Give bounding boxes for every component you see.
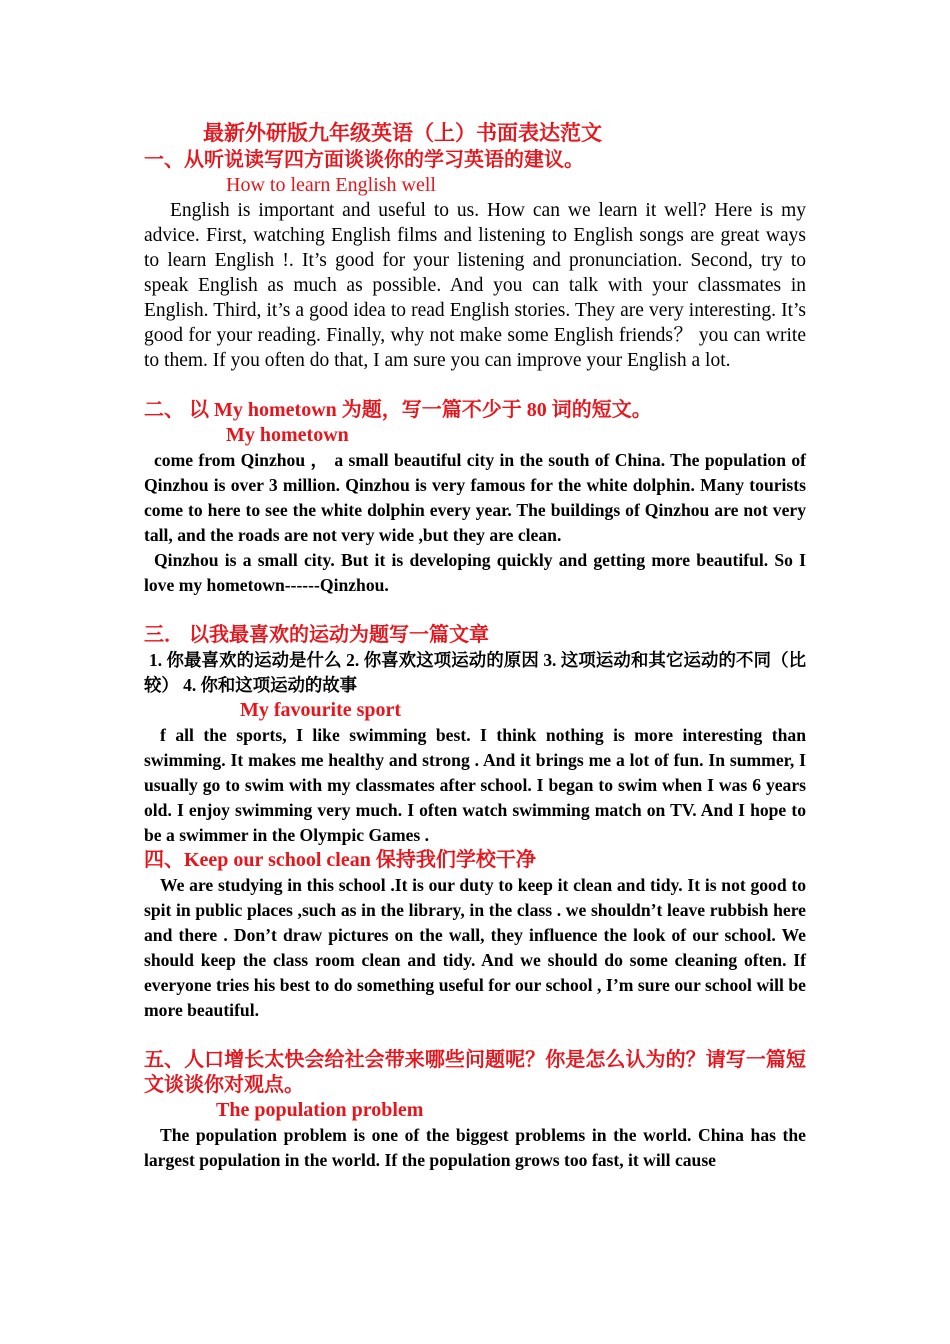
section-3-heading: 三． 以我最喜欢的运动为题写一篇文章 <box>144 624 489 646</box>
section-1-heading: 一、从听说读写四方面谈谈你的学习英语的建议。 <box>144 149 584 171</box>
section-5-body: The population problem is one of the biggest problems in the world. China has the largest population in the world. If the population grows too fast, it will cause <box>144 1125 806 1170</box>
document-page <box>144 118 806 1173</box>
section-2-body-paragraph-1: come from Qinzhou ， a small beautiful city in the south of China. The population of Qinzhou is over 3 million. Qinzhou is very famous for the white dolphin. Many tourists come to here to see the white dolphin every year. The buildings of Qinzhou are not very tall, and the roads are not very wide ,but they are clean. <box>144 450 806 545</box>
section-1-subtitle: How to learn English well <box>226 174 436 196</box>
section-4-body: We are studying in this school .It is our duty to keep it clean and tidy. It is not good to spit in public places ,such as in the library, in the class . we shouldn’t leave rubbish here and there . Don’t draw pictures on the wall, they influence the look of our school. We should keep the class room clean and tidy. And we should do some cleaning often. If everyone tries his best to do something useful for our school , I’m sure our school will be more beautiful. <box>144 875 806 1020</box>
section-5-subtitle: The population problem <box>216 1099 424 1121</box>
section-2-subtitle: My hometown <box>226 424 349 446</box>
document-title: 最新外研版九年级英语（上）书面表达范文 <box>203 121 602 145</box>
section-2-body-paragraph-2: Qinzhou is a small city. But it is developing quickly and getting more beautiful. So I love my hometown------Qinzhou. <box>144 550 806 595</box>
section-3-prompt: 1. 你最喜欢的运动是什么 2. 你喜欢这项运动的原因 3. 这项运动和其它运动的不同（比较） 4. 你和这项运动的故事 <box>144 650 806 695</box>
section-2-heading: 二、 以 My hometown 为题，写一篇不少于 80 词的短文。 <box>144 399 652 421</box>
section-1-body: English is important and useful to us. How can we learn it well? Here is my advice. First, watching English films and listening to English songs are great ways to learn English !. It’s good for your listening and pronunciation. Second, try to speak English as much as possible. And you can talk with your classmates in English. Third, it’s a good idea to read English stories. They are very interesting. It’s good for your reading. Finally, why not make some English friends？ you can write to them. If you often do that, I am sure you can improve your English a lot. <box>144 200 806 371</box>
section-5-heading: 五、人口增长太快会给社会带来哪些问题呢？你是怎么认为的？请写一篇短文谈谈你对观点。 <box>144 1049 806 1096</box>
section-3-body: f all the sports, I like swimming best. I think nothing is more interesting than swimming. It makes me healthy and strong . And it brings me a lot of fun. In summer, I usually go to swim with my classmates after school. I began to swim when I was 6 years old. I enjoy swimming very much. I often watch swimming match on TV. And I hope to be a swimmer in the Olympic Games . <box>144 725 806 845</box>
section-3-subtitle: My favourite sport <box>240 699 402 721</box>
section-4-heading: 四、Keep our school clean 保持我们学校干净 <box>144 849 536 871</box>
